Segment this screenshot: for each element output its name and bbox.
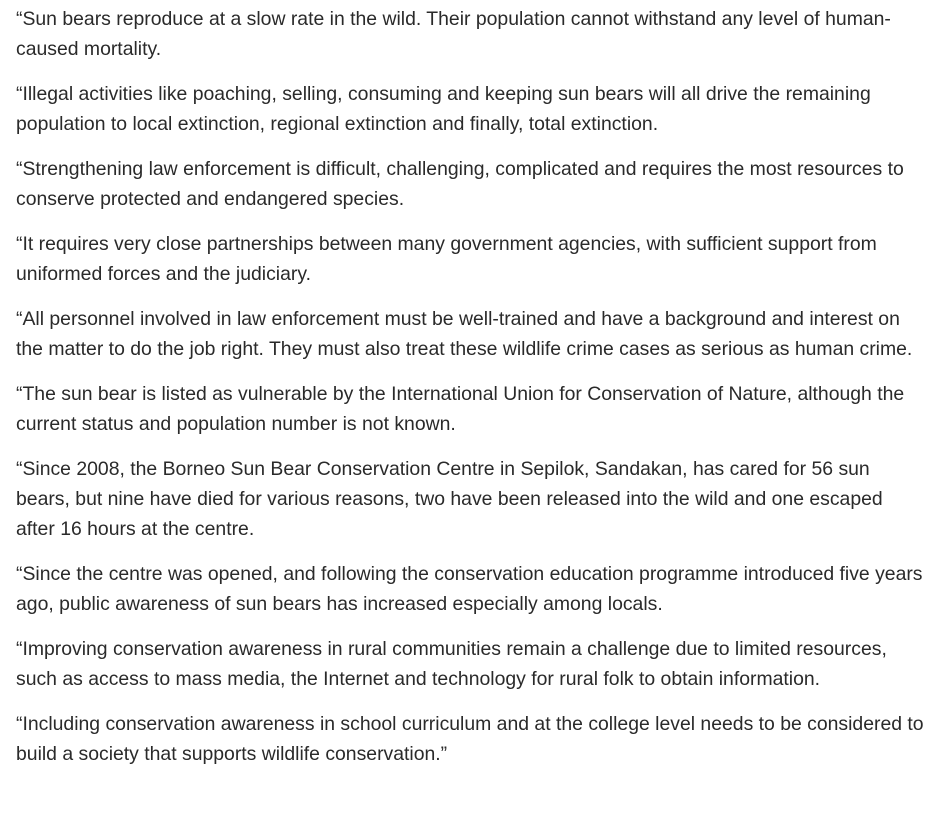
- article-paragraph: “Improving conservation awareness in rural communities remain a challenge due to limited resources, such as access to mass media, the Internet and technology for rural folk to obtain information.: [16, 638, 887, 690]
- article-paragraph: “Illegal activities like poaching, selling, consuming and keeping sun bears will all drive the remaining population to local extinction, regional extinction and finally, total extinction.: [16, 83, 871, 135]
- article-paragraph: “Since 2008, the Borneo Sun Bear Conservation Centre in Sepilok, Sandakan, has cared for 56 sun bears, but nine have died for various reasons, two have been released into the wild and one escaped after 16 hours at the centre.: [16, 458, 883, 540]
- article-paragraph: “The sun bear is listed as vulnerable by the International Union for Conservation of Nature, although the current status and population number is not known.: [16, 383, 905, 435]
- article-paragraph: “Sun bears reproduce at a slow rate in the wild. Their population cannot withstand any level of human-caused mortality.: [16, 8, 891, 60]
- article-paragraph: “Strengthening law enforcement is difficult, challenging, complicated and requires the most resources to conserve protected and endangered species.: [16, 158, 904, 210]
- article-paragraph: “All personnel involved in law enforcement must be well-trained and have a background and interest on the matter to do the job right. They must also treat these wildlife crime cases as serious as human crime.: [16, 308, 913, 360]
- article-paragraph: “It requires very close partnerships between many government agencies, with sufficient support from uniformed forces and the judiciary.: [16, 233, 877, 285]
- article-paragraph: “Since the centre was opened, and following the conservation education programme introduced five years ago, public awareness of sun bears has increased especially among locals.: [16, 563, 923, 615]
- article-paragraph: “Including conservation awareness in school curriculum and at the college level needs to be considered to build a society that supports wildlife conservation.”: [16, 713, 924, 765]
